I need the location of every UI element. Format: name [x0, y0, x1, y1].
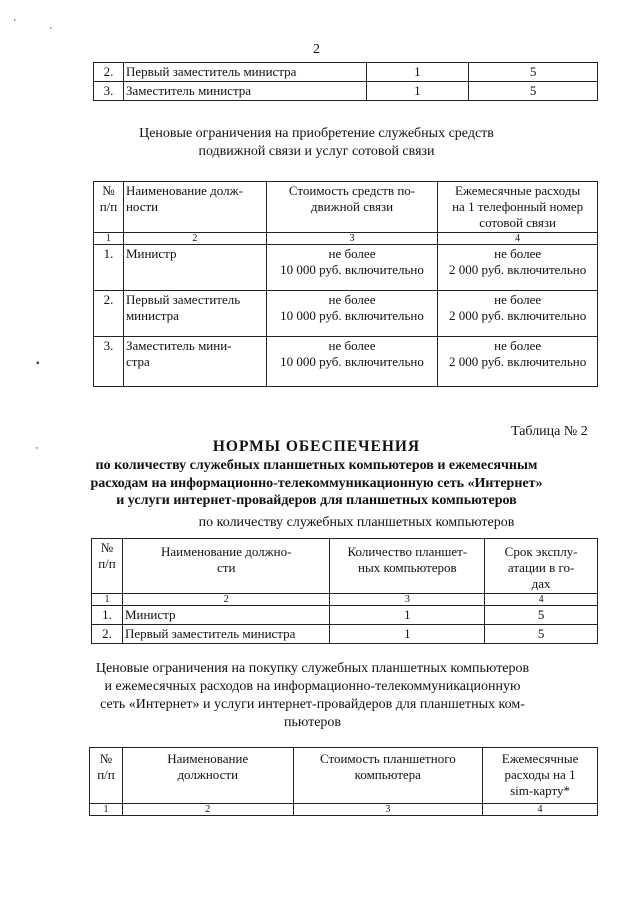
header-text: № [100, 540, 114, 555]
cell-monthly-cost [438, 337, 598, 387]
header-text: должности [177, 767, 239, 782]
header-text: компьютера [354, 767, 421, 782]
scan-speck: ▪ [36, 358, 40, 369]
header-text: № [99, 751, 113, 766]
title-line: и услуги интернет-провайдеров для планшетных компьютеров [116, 493, 517, 508]
cell-text: 2 000 руб. включительно [449, 308, 587, 323]
cell-device-cost [266, 337, 438, 387]
caption-line: подвижной связи и услуг сотовой связи [198, 144, 435, 159]
caption-line: Ценовые ограничения на покупку служебных планшетных компьютеров [95, 661, 530, 676]
table-number-label: Таблица № 2 [511, 424, 588, 439]
table-header-row [90, 748, 598, 804]
page-number: 2 [313, 42, 320, 57]
header-text: расходы на 1 [504, 767, 576, 782]
index-cell: 1 [90, 804, 123, 816]
index-cell: 4 [483, 804, 598, 816]
header-monthly-cost [438, 182, 598, 233]
title-line: расходам на информационно-телекоммуникационную сеть «Интернет» [90, 475, 543, 491]
norms-subtitle [0, 457, 633, 510]
cell-text: министра [125, 308, 179, 323]
header-text: ности [125, 199, 159, 214]
cell-qty: 1 [366, 63, 469, 82]
cell-num: 3. [94, 337, 124, 387]
cell-text: не более [494, 292, 542, 307]
cell-position [123, 245, 266, 291]
index-cell: 1 [94, 233, 124, 245]
cell-term: 5 [469, 82, 598, 101]
index-cell: 2 [122, 594, 330, 606]
cell-num: 2. [92, 625, 123, 644]
cell-text: Первый заместитель [125, 292, 241, 307]
table-header-row [94, 182, 598, 233]
table-row [92, 606, 598, 625]
tablet-count-table [91, 538, 598, 644]
header-position [122, 748, 293, 804]
table-index-row [90, 804, 598, 816]
table-row [94, 245, 598, 291]
cell-num: 2. [94, 63, 124, 82]
cell-num: 2. [94, 291, 124, 337]
header-tablet-cost [293, 748, 483, 804]
cell-position: Министр [122, 606, 330, 625]
cell-monthly-cost [438, 245, 598, 291]
index-cell: 3 [266, 233, 438, 245]
header-position [123, 182, 266, 233]
table-row [92, 625, 598, 644]
cell-text: Министр [125, 246, 177, 261]
header-position [122, 539, 330, 594]
caption-line: Ценовые ограничения на приобретение служебных средств [139, 126, 494, 141]
title-line: по количеству служебных планшетных компьютеров и ежемесячным [95, 458, 538, 473]
index-cell: 3 [330, 594, 485, 606]
cell-position [123, 291, 266, 337]
tablet-count-caption: по количеству служебных планшетных компьютеров [198, 515, 515, 530]
index-cell: 4 [438, 233, 598, 245]
table-row [94, 82, 598, 101]
cell-text: стра [125, 354, 150, 369]
cell-text: 10 000 руб. включительно [280, 354, 424, 369]
mobile-price-table [93, 181, 598, 387]
header-text: ных компьютеров [358, 560, 457, 575]
header-text: Стоимость средств по- [288, 183, 416, 198]
cell-text: Заместитель мини- [125, 338, 232, 353]
cell-qty: 1 [330, 625, 485, 644]
cell-device-cost [266, 291, 438, 337]
header-num [94, 182, 124, 233]
table-top-positions [93, 62, 598, 101]
index-cell: 2 [123, 233, 266, 245]
header-text: дах [531, 576, 551, 591]
table-index-row [92, 594, 598, 606]
header-text: п/п [99, 199, 118, 214]
table-row [94, 63, 598, 82]
header-text: Наименование [167, 751, 249, 766]
cell-qty: 1 [330, 606, 485, 625]
header-text: № [102, 183, 115, 198]
scan-speck: ' [36, 446, 38, 457]
header-text: Наименование должно- [160, 544, 292, 559]
header-service-life [485, 539, 598, 594]
table-row [94, 337, 598, 387]
cell-monthly-cost [438, 291, 598, 337]
header-text: Срок эксплу- [504, 544, 578, 559]
caption-line: и ежемесячных расходов на информационно-телекоммуникационную [104, 679, 521, 694]
header-text: сотовой связи [479, 215, 556, 230]
caption-line: сеть «Интернет» и услуги интернет-провайдеров для планшетных ком- [100, 697, 525, 712]
cell-position: Первый заместитель министра [123, 63, 366, 82]
header-num [90, 748, 123, 804]
scan-speck: ' [14, 18, 16, 29]
header-text: сти [217, 560, 236, 575]
cell-position: Первый заместитель министра [122, 625, 330, 644]
header-text: Ежемесячные расходы [455, 183, 581, 198]
cell-term: 5 [469, 63, 598, 82]
index-cell: 1 [92, 594, 123, 606]
cell-text: 2 000 руб. включительно [449, 262, 587, 277]
header-text: Количество планшет- [347, 544, 468, 559]
header-text: атации в го- [507, 560, 575, 575]
tablet-price-table [89, 747, 598, 816]
norms-title: НОРМЫ ОБЕСПЕЧЕНИЯ [212, 438, 421, 455]
cell-qty: 1 [366, 82, 469, 101]
cell-position [123, 337, 266, 387]
cell-term: 5 [485, 625, 598, 644]
index-cell: 3 [293, 804, 483, 816]
table-row [94, 291, 598, 337]
caption-line: пьютеров [283, 715, 342, 730]
cell-text: не более [494, 246, 542, 261]
scan-speck: ' [50, 26, 52, 37]
cell-text: не более [328, 292, 376, 307]
index-cell: 2 [122, 804, 293, 816]
header-text: Стоимость планшетного [319, 751, 456, 766]
cell-num: 1. [92, 606, 123, 625]
header-text: п/п [98, 556, 116, 571]
cell-term: 5 [485, 606, 598, 625]
cell-text: не более [328, 246, 376, 261]
header-sim-monthly [483, 748, 598, 804]
header-num [92, 539, 123, 594]
header-device-cost [266, 182, 438, 233]
index-cell: 4 [485, 594, 598, 606]
header-text: п/п [97, 767, 115, 782]
header-quantity [330, 539, 485, 594]
cell-position: Заместитель министра [123, 82, 366, 101]
header-text: Ежемесячные [501, 751, 579, 766]
cell-text: 10 000 руб. включительно [280, 308, 424, 323]
cell-text: не более [328, 338, 376, 353]
table-index-row [94, 233, 598, 245]
cell-device-cost [266, 245, 438, 291]
table-header-row [92, 539, 598, 594]
header-text: на 1 телефонный номер [452, 199, 584, 214]
cell-text: 2 000 руб. включительно [449, 354, 587, 369]
cell-num: 3. [94, 82, 124, 101]
header-text: движной связи [310, 199, 394, 214]
cell-text: 10 000 руб. включительно [280, 262, 424, 277]
cell-text: не более [494, 338, 542, 353]
mobile-price-caption [0, 125, 633, 161]
header-text: sim-карту* [510, 783, 570, 798]
tablet-price-caption [0, 660, 629, 732]
cell-num: 1. [94, 245, 124, 291]
header-text: Наименование долж- [125, 183, 243, 198]
